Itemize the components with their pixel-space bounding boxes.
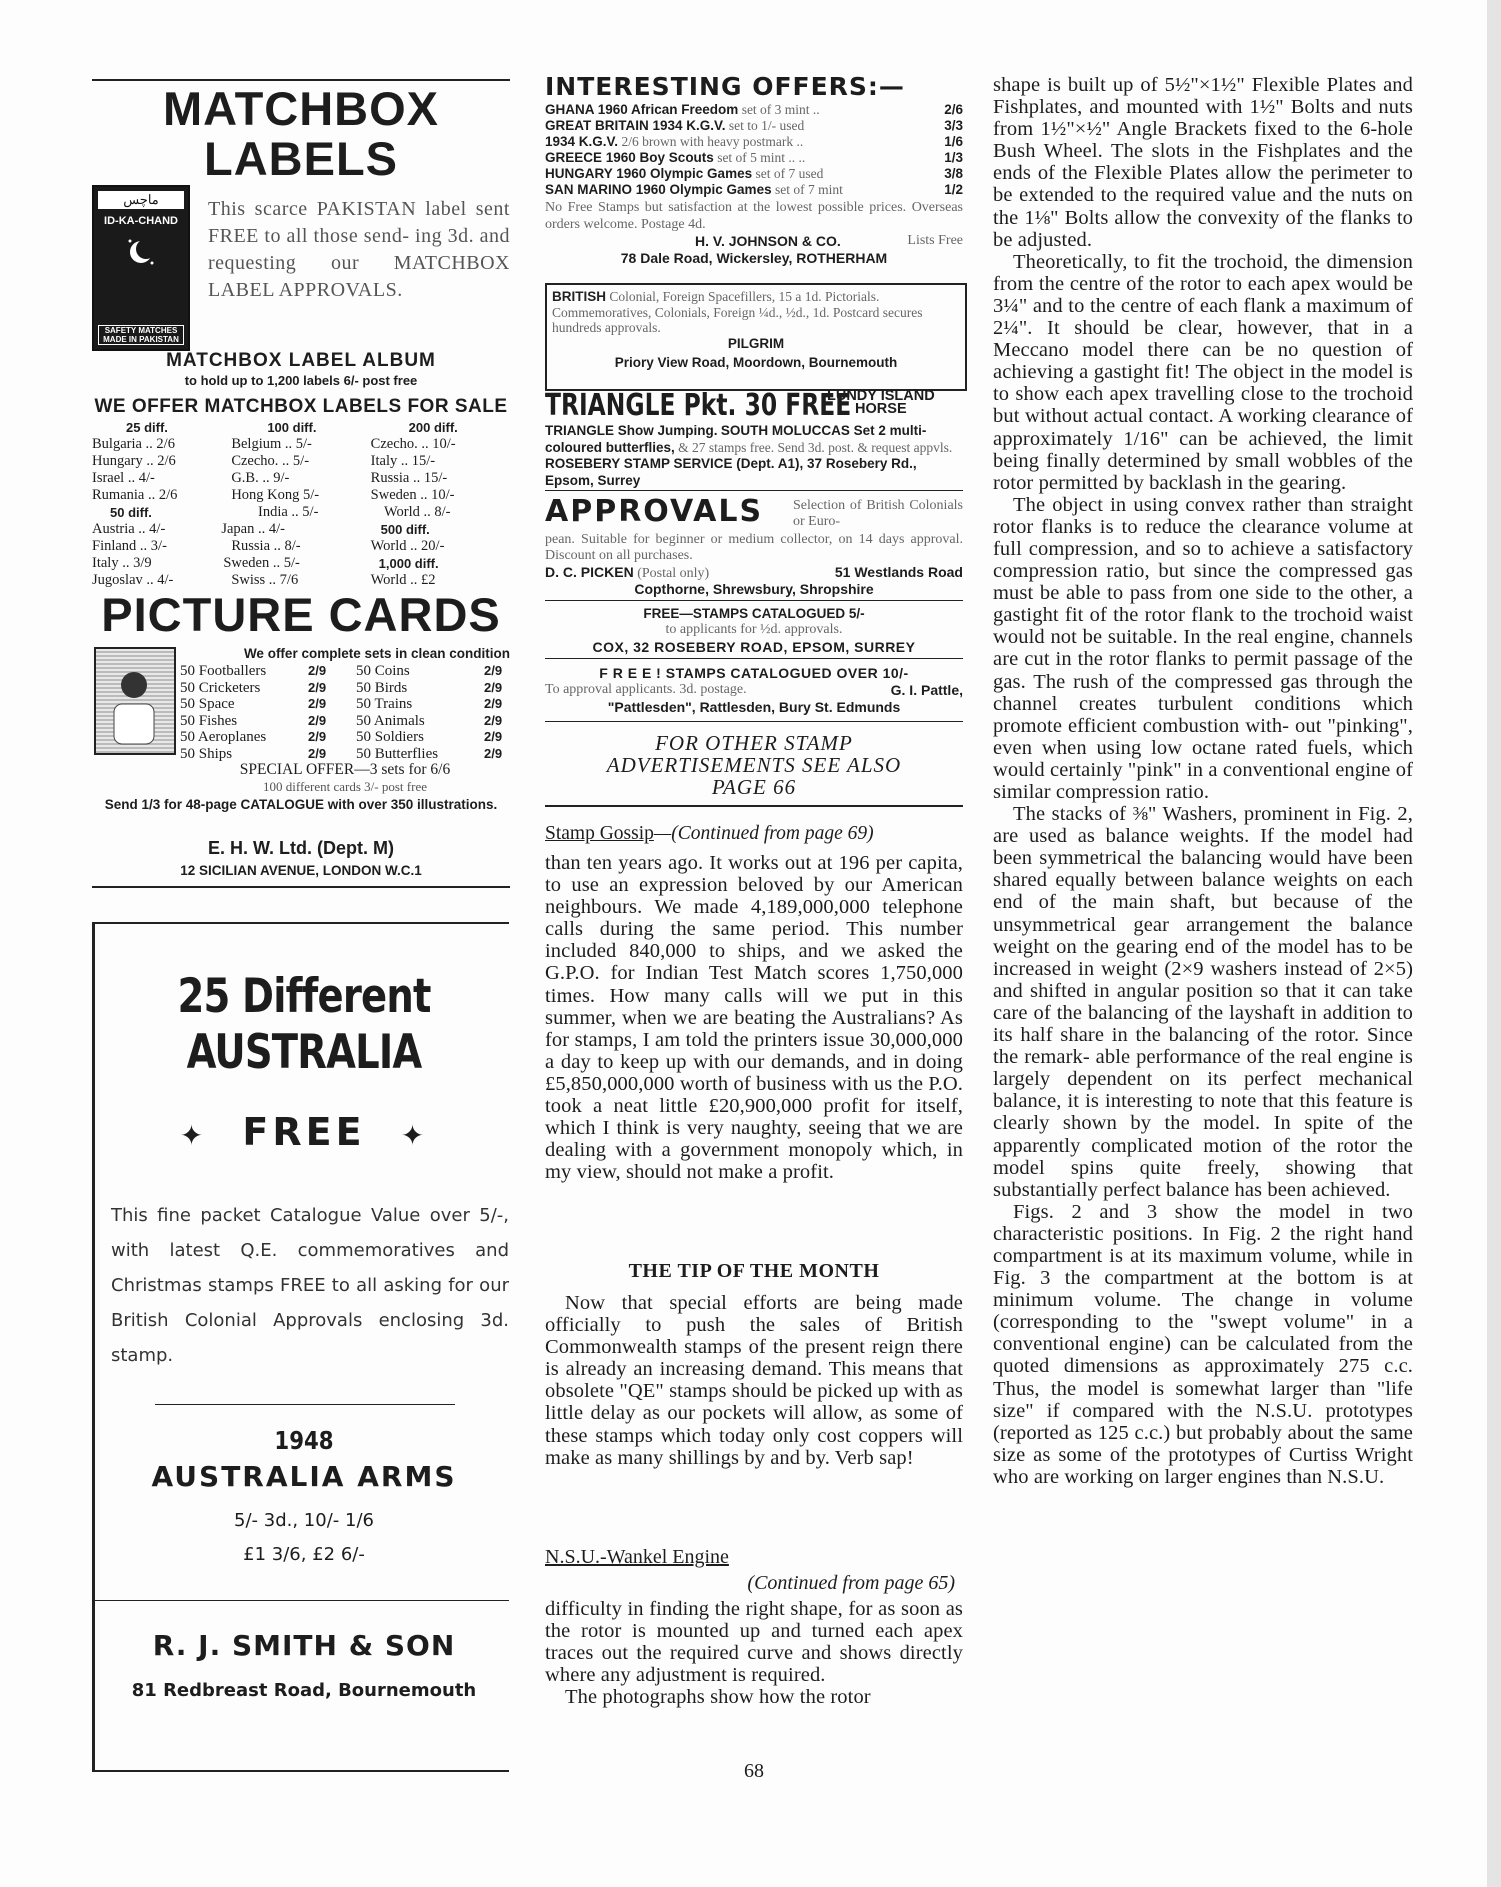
table-row: Finland .. 3/- Russia .. 8/- World .. 20/- [92, 538, 445, 554]
list-item: GREECE 1960 Boy Scouts set of 5 mint .. .. 1/3 [545, 150, 963, 165]
table-row: Italy .. 3/9 Sweden .. 5/- 1,000 diff. [92, 555, 439, 571]
label-urdu-text: ماچس [98, 191, 184, 209]
catalogue-offer: Send 1/3 for 48-page CATALOGUE with over 350 illustrations. [104, 797, 498, 812]
pattle-line1: F R E E ! STAMPS CATALOGUED OVER 10/- [599, 665, 909, 681]
nsu-continued: (Continued from page 65) [747, 1572, 955, 1594]
list-item: 1934 K.G.V. 2/6 brown with heavy postmark .. 1/6 [545, 134, 963, 149]
smith-company: R. J. SMITH & SON [152, 1629, 456, 1662]
picken-address: Copthorne, Shrewsbury, Shropshire [634, 581, 874, 597]
label-bottom-text: SAFETY MATCHES MADE IN PAKISTAN [98, 325, 184, 345]
arms-prices-2: £1 3/6, £2 6/- [243, 1544, 365, 1565]
list-item: 50 Aeroplanes 2/9 50 Soldiers 2/9 [180, 729, 503, 745]
ehw-address: 12 SICILIAN AVENUE, LONDON W.C.1 [180, 863, 422, 878]
list-item: GREAT BRITAIN 1934 K.G.V. set to 1/- used 3/3 [545, 118, 963, 133]
johnson-company: H. V. JOHNSON & CO. Lists Free [695, 233, 963, 249]
matchbox-price-table [92, 419, 510, 589]
cricketer-photo [94, 647, 176, 755]
cox-line1: FREE—STAMPS CATALOGUED 5/- [643, 606, 865, 621]
table-row: 50 diff. India .. 5/- World .. 8/- [110, 504, 451, 520]
special-offer: SPECIAL OFFER—3 sets for 6/6 [239, 761, 451, 778]
page-edge [1487, 0, 1501, 1887]
picture-cards-title: PICTURE CARDS [101, 588, 501, 641]
moon-icon [126, 237, 156, 267]
wankel-article: shape is built up of 5½"×1½" Flexible Plates and Fishplates, and mounted with 1½" Bolts and nuts from 1½"×½" Angle Brackets fixed to the 6-hole Bush Wheel. The slots in the Fishplates and the ends of the Flexible Plates allow the perimeter to be extended to the required value and the nuts on the 1⅛" Bolts allow the convexity of the flanks to be adjusted. Theoretically, to fit the trochoid, the dimension from the centre of the rotor to each apex would be 3¼" and to the centre of each flank a maximum of 2¼". It should be clear, however, that in a Meccano model there can be no question of achieving a gastight fit! The object in the model is to show each apex travelling close to the trochoid but without actual contact. A working clearance of approximately 1/16" can be achieved, the limit being finally determined by small wobbles of the rotor permitted by backlash in the gearing. The object in using convex rather than straight rotor flanks is to reduce the clearance volume at full compression, and so to achieve a satisfactory compression ratio, but since the compressed gas must be able to pass from one side to the other, a gastight fit of the rotor flank to the trochoid waist would not be suitable. In the real engine, channels are cut in the rotor flanks to permit passage of the gas. The rush of the compressed gas through the channel creates turbulent conditions which promote efficient combustion with- out "pinking", even when using low octane rated fuels, which would certainly "pink" in a conventional engine of similar compression ratio. The stacks of ⅜" Washers, prominent in Fig. 2, are used as balance weights. If the model had been symmetrical the balancing would have been shared equally between balance weights on each end of the main shaft, but because of the unsymmetrical gear arrangement the balance weight on the gearing end of the model has to be increased in weight (2×9 washers instead of 2×5) and shifted in angular position so that it can take care of the balancing of the layshaft in addition to its half share in the balancing of the rotor. Since the remark- able performance of the real engine is largely dependent on its perfect mechanical balance, it is interesting to note that this feature is clearly shown by the model. In spite of the apparently complicated motion of the rotor the model spins quite freely, showing that substantially perfect balance has been achieved. Figs. 2 and 3 show the model in two characteristic positions. In Fig. 2 the right hand compartment is at its maximum volume, while in Fig. 3 the compartment at the bottom is at minimum volume. The change in volume (corresponding to the "swept volume" in a conventional engine) can be calculated from the quoted dimensions as approximately 275 c.c. Thus, the model is somewhat larger than "life size" if compared with the N.S.U. prototypes (reported as 125 c.c.) but probably about the same size as some of the prototypes of Curtiss Wright who are working on larger engines than N.S.U. [993, 74, 1413, 1488]
divider [545, 805, 963, 807]
cox-line3: COX, 32 ROSEBERY ROAD, EPSOM, SURREY [592, 639, 916, 655]
tip-heading: THE TIP OF THE MONTH [628, 1260, 880, 1282]
star-icon: ✦ [400, 1119, 429, 1152]
nsu-text: difficulty in finding the right shape, for as soon as the rotor is mounted up and turned each apex traces out the required curve and shows directly where any adjustment is required. The photographs show how the rotor [545, 1598, 963, 1709]
picture-offer: We offer complete sets in clean condition [243, 646, 510, 661]
divider [545, 600, 963, 601]
arms-prices-1: 5/- 3d., 10/- 1/6 [234, 1510, 374, 1531]
list-item: HUNGARY 1960 Olympic Games set of 7 used 3/8 [545, 166, 963, 181]
picture-items [180, 663, 510, 762]
pattle-line2: To approval applicants. 3d. postage. G. I. Pattle, [545, 682, 963, 698]
offers-title: INTERESTING OFFERS:— [545, 72, 905, 101]
person-icon [96, 649, 174, 753]
divider [545, 490, 963, 491]
tip-text: Now that special efforts are being made officially to push the sales of British Commonwealth stamps of the present reign there is already an increasing demand. This means that obsolete "QE" stamps should be picked up with as little delay as our pockets will allow, as some of these stamps which today only cost coppers will make as many shillings by and by. Verb sap! [545, 1292, 963, 1469]
list-item: GHANA 1960 African Freedom set of 3 mint .. 2/6 [545, 102, 963, 117]
arms-title: AUSTRALIA ARMS [151, 1460, 457, 1493]
triangle-title: TRIANGLE Pkt. 30 FREE LUNDY ISLAND HORSE [545, 388, 935, 423]
divider [95, 1600, 509, 1601]
list-item: 50 Cricketers 2/9 50 Birds 2/9 [180, 679, 503, 696]
col-head: 25 diff. [126, 420, 168, 435]
list-item: 50 Ships 2/9 50 Butterflies 2/9 [180, 745, 503, 762]
table-row: Austria .. 4/- Japan .. 4/- 500 diff. [92, 521, 430, 537]
divider [545, 721, 963, 722]
table-row: Israel .. 4/- G.B. .. 9/- Russia .. 15/- [92, 470, 448, 486]
divider [155, 1404, 455, 1405]
top-rule [92, 79, 510, 81]
table-row: Rumania .. 2/6 Hong Kong 5/- Sweden .. 10/- [92, 487, 455, 503]
col-head: 200 diff. [408, 420, 458, 435]
pilgrim-address: Priory View Road, Moordown, Bournemouth [614, 354, 898, 370]
table-row: Bulgaria .. 2/6 Belgium .. 5/- Czecho. .. 10/- [92, 436, 456, 452]
picken-line: D. C. PICKEN (Postal only) 51 Westlands Road [545, 564, 963, 581]
matchbox-label-image [92, 185, 190, 351]
divider [545, 658, 963, 659]
offers-list [545, 102, 963, 198]
approvals-text: pean. Suitable for beginner or medium collector, on 14 days approval. Discount on all purchases. [545, 532, 963, 563]
nsu-heading: N.S.U.-Wankel Engine [545, 1546, 729, 1568]
list-item: 50 Fishes 2/9 50 Animals 2/9 [180, 712, 503, 729]
album-subtitle: to hold up to 1,200 labels 6/- post free [184, 373, 418, 388]
smith-address: 81 Redbreast Road, Bournemouth [131, 1680, 477, 1701]
offers-note: No Free Stamps but satisfaction at the lowest possible prices. Overseas orders welcome. Postage 4d. [545, 200, 963, 232]
table-row: Jugoslav .. 4/- Swiss .. 7/6 World .. £2 [92, 572, 436, 588]
divider [92, 886, 510, 888]
list-item: 50 Space 2/9 50 Trains 2/9 [180, 696, 503, 712]
australia-title: 25 Different AUSTRALIA [177, 969, 431, 1080]
cards-100: 100 different cards 3/- post free [262, 779, 427, 794]
australia-ad [92, 922, 509, 1772]
offer-heading: WE OFFER MATCHBOX LABELS FOR SALE [94, 396, 508, 417]
australia-body: This fine packet Catalogue Value over 5/-, with latest Q.E. commemoratives and Christmas stamps FREE to all asking for our British Colonial Approvals enclosing 3d. stamp. [111, 1205, 509, 1366]
johnson-address: 78 Dale Road, Wickersley, ROTHERHAM [620, 250, 888, 266]
table-row: Hungary .. 2/6 Czecho. .. 5/- Italy .. 15/- [92, 453, 436, 469]
star-icon: ✦ [179, 1119, 208, 1152]
list-item: 50 Footballers 2/9 50 Coins 2/9 [180, 663, 503, 679]
pilgrim-ad: BRITISH Colonial, Foreign Spacefillers, 15 a 1d. Pictorials. Commemoratives, Colonials, Foreign ¼d., ½d., 1d. Postcard secures hundreds approvals. PILGRIM Priory View Road, Moordown, Bournemouth [545, 283, 967, 391]
col-head: 100 diff. [267, 420, 317, 435]
approvals-title: APPROVALS [545, 494, 764, 529]
pattle-line3: "Pattlesden", Rattlesden, Bury St. Edmunds [607, 699, 901, 715]
ehw-company: E. H. W. Ltd. (Dept. M) [208, 838, 394, 858]
matchbox-intro: This scarce PAKISTAN label sent FREE to all those send- ing 3d. and requesting our MATCHBOX LABEL APPROVALS. [208, 198, 510, 301]
album-title: MATCHBOX LABEL ALBUM [166, 350, 436, 371]
pilgrim-company: PILGRIM [727, 335, 785, 351]
free-line: ✦ FREE ✦ [179, 1110, 429, 1154]
cox-line2: to applicants for ½d. approvals. [665, 622, 843, 637]
arms-year: 1948 [274, 1426, 334, 1455]
gossip-text: than ten years ago. It works out at 196 per capita, to use an expression beloved by our American neighbours. We made 4,189,000,000 telephone calls during the same period. This number included 840,000 to ships, and we asked the G.P.O. for Indian Test Match scores 1,750,000 times. How many calls will we put in this summer, when we are beating the Australians? As for stamps, I am told the printers issue 30,000,000 a day to keep up with our demands, and in doing £5,850,000,000 worth of business with us the P.O. took a neat little £20,900,000 profit for itself, which I think is very naughty, seeing that we are dealing with a government monopoly which, in my view, should not make a profit. [545, 852, 963, 1184]
approvals-side: Selection of British Colonials or Euro- [793, 498, 963, 529]
triangle-text: TRIANGLE Show Jumping. SOUTH MOLUCCAS Set 2 multi-coloured butterflies, & 27 stamps free. Send 3d. post. & request appvls. ROSEBERY STAMP SERVICE (Dept. A1), 37 Rosebery Rd., Epsom, Surrey [545, 423, 953, 488]
matchbox-title: MATCHBOX LABELS [162, 82, 440, 185]
label-brand: ID-KA-CHAND [104, 215, 178, 227]
page-number: 68 [744, 1760, 764, 1782]
other-ads-note: FOR OTHER STAMP ADVERTISEMENTS SEE ALSO PAGE 66 [606, 731, 902, 799]
gossip-heading: Stamp Gossip—(Continued from page 69) [545, 823, 874, 844]
list-item: SAN MARINO 1960 Olympic Games set of 7 mint 1/2 [545, 182, 963, 197]
